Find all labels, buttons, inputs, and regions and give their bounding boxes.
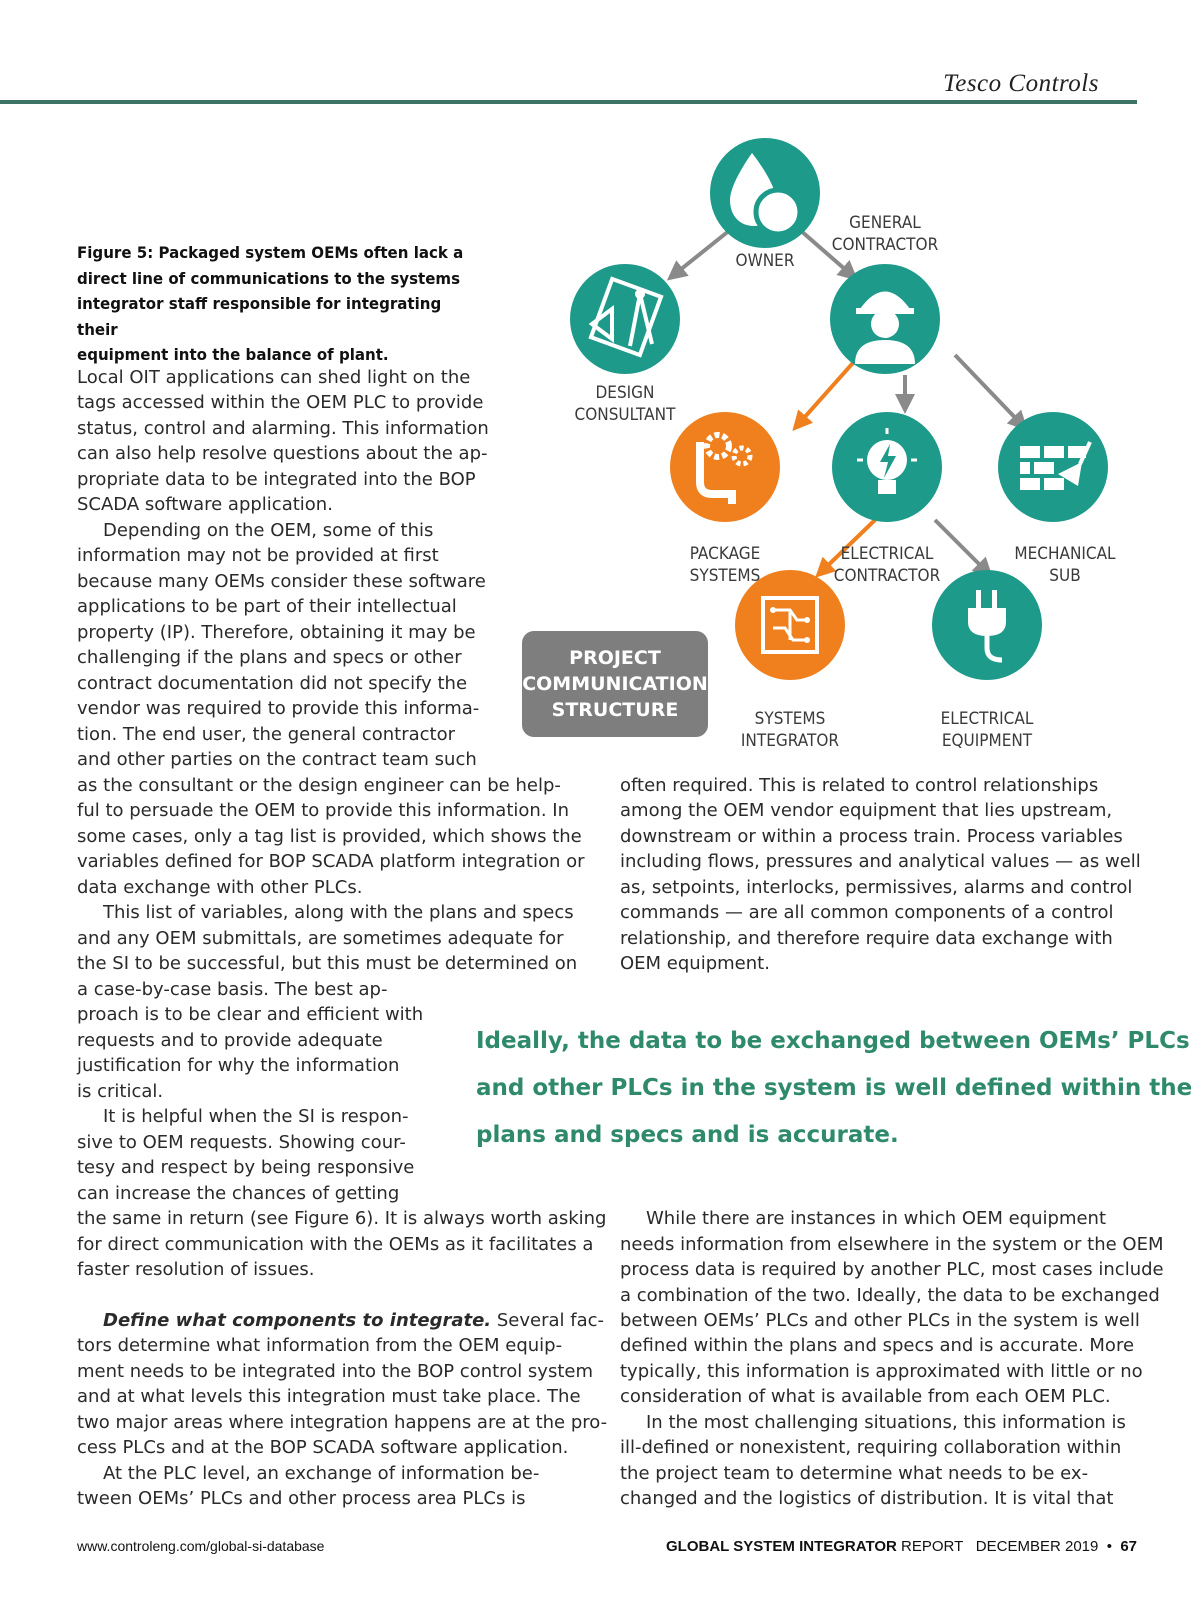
pull-quote-line: plans and specs and is accurate. — [476, 1122, 899, 1148]
body-line: typically, this information is approximated with little or no — [620, 1361, 1143, 1382]
body-line: commands — are all common components of a control — [620, 902, 1114, 923]
general-contractor-label — [831, 212, 939, 256]
label-line: ELECTRICAL — [940, 709, 1034, 729]
body-line: faster resolution of issues. — [77, 1259, 315, 1280]
body-line: the same in return (see Figure 6). It is always worth asking — [77, 1208, 607, 1229]
label-line: EQUIPMENT — [941, 731, 1033, 751]
body-line: including flows, pressures and analytical values — as well — [620, 851, 1141, 872]
body-line: tors determine what information from the OEM equip- — [77, 1335, 563, 1356]
footer-pub-rest: REPORT — [896, 1538, 964, 1555]
body-line: information may not be provided at first — [77, 545, 439, 566]
drafting-tools-icon — [570, 264, 680, 374]
electrical-contractor-node — [832, 412, 942, 522]
body-line: While there are instances in which OEM equipment — [646, 1208, 1107, 1229]
body-line: requests and to provide adequate — [77, 1030, 383, 1051]
mechanical-sub-label — [1007, 543, 1124, 587]
body-line: and at what levels this integration must take place. The — [77, 1386, 581, 1407]
body-line: property (IP). Therefore, obtaining it may be — [77, 622, 476, 643]
caption-line: integrator staff responsible for integrating their — [77, 294, 442, 339]
body-line: because many OEMs consider these software — [77, 571, 486, 592]
body-line: for direct communication with the OEMs as it facilitates a — [77, 1234, 594, 1255]
caption-line: Figure 5: Packaged system OEMs often lack a — [77, 243, 464, 262]
figure-caption — [77, 240, 472, 368]
label-line: CONTRACTOR — [833, 566, 941, 586]
body-line: vendor was required to provide this informa- — [77, 698, 480, 719]
body-line: and any OEM submittals, are sometimes adequate for — [77, 928, 564, 949]
electrical-equipment-label — [929, 708, 1046, 752]
box-line: COMMUNICATION — [522, 673, 708, 695]
body-line: changed and the logistics of distribution. It is vital that — [620, 1488, 1114, 1509]
label-line: CONTRACTOR — [831, 235, 939, 255]
label-line: SYSTEMS — [754, 709, 826, 729]
body-line-subhead — [103, 1310, 604, 1331]
body-line: applications to be part of their intellectual — [77, 596, 457, 617]
body-line: often required. This is related to control relationships — [620, 775, 1099, 796]
body-line: can also help resolve questions about the ap- — [77, 443, 488, 464]
body-line: as, setpoints, interlocks, permissives, alarms and control — [620, 877, 1133, 898]
body-line: defined within the plans and specs and is accurate. More — [620, 1335, 1135, 1356]
body-line: a combination of the two. Ideally, the data to be exchanged — [620, 1285, 1160, 1306]
electrical-contractor-label — [831, 543, 943, 587]
body-line: can increase the chances of getting — [77, 1183, 400, 1204]
body-line: a case-by-case basis. The best ap- — [77, 979, 388, 1000]
project-communication-structure-box — [522, 631, 708, 737]
body-line: ill-defined or nonexistent, requiring collaboration within — [620, 1437, 1122, 1458]
body-line: In the most challenging situations, this information is — [646, 1412, 1126, 1433]
general-contractor-node — [830, 264, 940, 374]
pull-quote-line: Ideally, the data to be exchanged between OEMs’ PLCs — [476, 1028, 1190, 1054]
gears-pipe-icon — [670, 412, 780, 522]
body-line: justification for why the information — [77, 1055, 400, 1076]
body-line: tesy and respect by being responsive — [77, 1157, 415, 1178]
label-line: GENERAL — [849, 213, 921, 233]
body-line: as the consultant or the design engineer can be help- — [77, 775, 561, 796]
body-line: This list of variables, along with the plans and specs — [103, 902, 574, 923]
body-line: between OEMs’ PLCs and other PLCs in the system is well — [620, 1310, 1140, 1331]
body-line: At the PLC level, an exchange of information be- — [103, 1463, 540, 1484]
body-line: downstream or within a process train. Process variables — [620, 826, 1123, 847]
bricks-trowel-icon — [998, 412, 1108, 522]
body-line: ful to persuade the OEM to provide this information. In — [77, 800, 569, 821]
body-line: tween OEMs’ PLCs and other process area PLCs is — [77, 1488, 526, 1509]
pull-quote-line: and other PLCs in the system is well defined within the — [476, 1075, 1193, 1101]
box-line: STRUCTURE — [551, 699, 679, 721]
label-line: CONSULTANT — [574, 405, 676, 425]
subhead-define-components: Define what components to integrate. — [103, 1310, 492, 1331]
body-line: Depending on the OEM, some of this — [103, 520, 434, 541]
body-line: tags accessed within the OEM PLC to provide — [77, 392, 484, 413]
package-systems-label — [671, 543, 779, 587]
body-line: process data is required by another PLC, most cases include — [620, 1259, 1164, 1280]
footer-publication — [666, 1538, 1137, 1555]
body-line: the SI to be successful, but this must be determined on — [77, 953, 578, 974]
owner-label-text: OWNER — [735, 251, 795, 271]
design-consultant-node — [570, 264, 680, 374]
label-line: SUB — [1049, 566, 1081, 586]
box-line: PROJECT — [569, 647, 661, 669]
lightbulb-icon — [832, 412, 942, 522]
caption-line: direct line of communications to the systems — [77, 268, 461, 288]
label-line: DESIGN — [595, 383, 655, 403]
label-line: MECHANICAL — [1014, 544, 1116, 564]
caption-line: equipment into the balance of plant. — [77, 345, 389, 364]
footer-pub-bold: GLOBAL SYSTEM INTEGRATOR — [666, 1538, 897, 1555]
body-line: relationship, and therefore require data exchange with — [620, 928, 1113, 949]
body-line: Local OIT applications can shed light on the — [77, 367, 471, 388]
label-line: SYSTEMS — [689, 566, 761, 586]
package-systems-node — [670, 412, 780, 522]
label-line: PACKAGE — [689, 544, 761, 564]
body-line: some cases, only a tag list is provided, which shows the — [77, 826, 582, 847]
worker-hardhat-icon — [830, 264, 940, 374]
systems-integrator-label — [732, 708, 849, 752]
body-line: ment needs to be integrated into the BOP control system — [77, 1361, 593, 1382]
header-rule — [0, 100, 1137, 104]
publication-brand: Tesco Controls — [943, 70, 1099, 97]
body-line: It is helpful when the SI is respon- — [103, 1106, 409, 1127]
body-line: propriate data to be integrated into the BOP — [77, 469, 476, 490]
body-line: challenging if the plans and specs or other — [77, 647, 462, 668]
body-line: SCADA software application. — [77, 494, 333, 515]
body-line: OEM equipment. — [620, 953, 770, 974]
body-line: data exchange with other PLCs. — [77, 877, 363, 898]
subhead-continuation: Several fac- — [491, 1310, 604, 1331]
body-line: needs information from elsewhere in the system or the OEM — [620, 1234, 1164, 1255]
body-line: variables defined for BOP SCADA platform integration or — [77, 851, 585, 872]
body-line: consideration of what is available from each OEM PLC. — [620, 1386, 1111, 1407]
footer-date: DECEMBER 2019 — [975, 1538, 1099, 1555]
footer-separator: • — [1106, 1538, 1112, 1555]
body-line: contract documentation did not specify the — [77, 673, 468, 694]
label-line: ELECTRICAL — [840, 544, 934, 564]
mechanical-sub-node — [998, 412, 1108, 522]
body-line: sive to OEM requests. Showing cour- — [77, 1132, 406, 1153]
water-drop-icon — [710, 138, 820, 248]
page-number: 67 — [1120, 1538, 1137, 1555]
owner-node — [710, 138, 820, 248]
body-line: proach is to be clear and efficient with — [77, 1004, 424, 1025]
body-line: tion. The end user, the general contractor — [77, 724, 456, 745]
design-consultant-label — [558, 382, 693, 426]
body-line: cess PLCs and at the BOP SCADA software application. — [77, 1437, 569, 1458]
body-line: the project team to determine what needs to be ex- — [620, 1463, 1089, 1484]
footer-url: www.controleng.com/global-si-database — [77, 1538, 325, 1554]
body-line: is critical. — [77, 1081, 164, 1102]
body-line: and other parties on the contract team such — [77, 749, 477, 770]
body-line: two major areas where integration happens are at the pro- — [77, 1412, 608, 1433]
label-line: INTEGRATOR — [740, 731, 840, 751]
body-line: status, control and alarming. This information — [77, 418, 489, 439]
owner-label — [716, 250, 815, 272]
body-line: among the OEM vendor equipment that lies upstream, — [620, 800, 1113, 821]
